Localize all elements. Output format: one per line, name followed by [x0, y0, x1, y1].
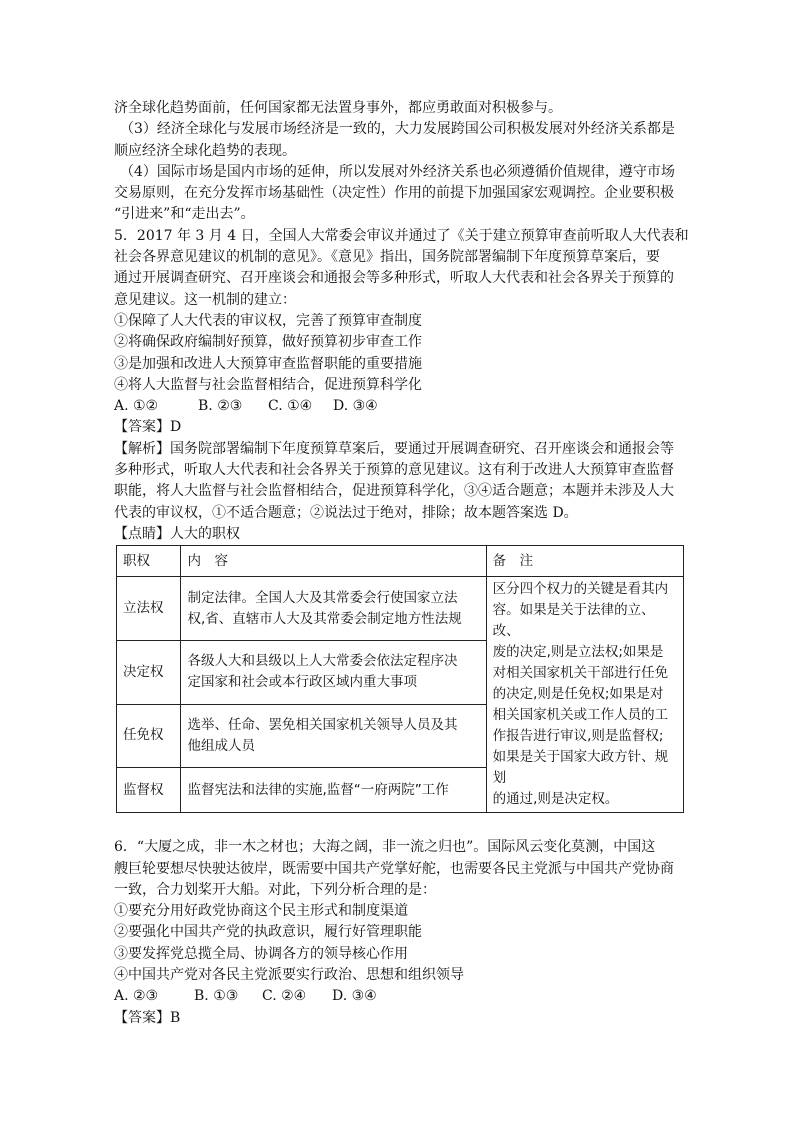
- question-stem-line: 社会各界意见建议的机制的意见》。《意见》指出，国务院部署编制下年度预算草案后，要: [114, 249, 660, 266]
- text-line: 顺应经济全球化趋势的表现。: [114, 142, 296, 159]
- column-header: 备 注: [486, 546, 683, 577]
- option-a: A. ②③: [114, 988, 159, 1005]
- statement-item: ③是加强和改进人大预算审查监督职能的重要措施: [114, 355, 422, 372]
- power-name: 监督权: [117, 768, 181, 813]
- note-line: 对相关国家机关干部进行任免: [492, 665, 669, 682]
- option-d: D. ③④: [332, 988, 377, 1005]
- answer-options: [114, 986, 684, 1007]
- option-d: D. ③④: [333, 398, 378, 415]
- table-header-row: [117, 546, 684, 577]
- analysis-line: 多种形式，听取人大代表和社会各界关于预算的意见建议。这有利于改进人大预算审查监督: [114, 462, 674, 479]
- powers-table: [116, 545, 684, 813]
- power-content: [181, 640, 486, 704]
- text-line: （4）国际市场是国内市场的延伸，所以发展对外经济关系也必须遵循价值规律，遵守市场: [120, 163, 675, 180]
- answer-line: 【答案】D: [114, 419, 182, 436]
- statement-item: ④将人大监督与社会监督相结合，促进预算科学化: [114, 376, 422, 393]
- power-content: [181, 704, 486, 768]
- content-line: 他组成人员: [187, 737, 255, 754]
- question-stem-line: 5．2017 年 3 月 4 日，全国人大常委会审议并通过了《关于建立预算审查前听取人大代表和: [114, 227, 689, 244]
- statement-item: ③要发挥党总揽全局、协调各方的领导核心作用: [114, 945, 408, 962]
- content-line: 制定法律。全国人大及其常委会行使国家立法: [187, 589, 458, 606]
- option-b: B. ①③: [194, 988, 239, 1005]
- question-stem-line: 艘巨轮要想尽快驶达彼岸，既需要中国共产党掌好舵，也需要各民主党派与中国共产党协商: [114, 860, 674, 877]
- note-line: 的通过,则是决定权。: [492, 791, 619, 808]
- content-line: 定国家和社会或本行政区域内重大事项: [187, 674, 417, 691]
- content-line: 各级人大和县级以上人大常委会依法定程序决: [187, 653, 458, 670]
- power-name: 立法权: [117, 577, 181, 641]
- note-line: 的决定,则是任免权;如果是对: [492, 686, 664, 703]
- content-line: 权,省、直辖市人大及其常委会制定地方性法规: [187, 610, 462, 627]
- statement-item: ②要强化中国共产党的执政意识，履行好管理职能: [114, 924, 422, 941]
- option-a: A. ①②: [114, 398, 159, 415]
- column-header: 职权: [117, 546, 181, 577]
- question-5: [114, 226, 689, 545]
- note-line: 相关国家机关或工作人员的工: [492, 707, 669, 724]
- question-stem-line: 一致，合力划桨开大船。对此，下列分析合理的是：: [114, 881, 436, 898]
- power-content: [181, 768, 486, 813]
- statement-item: ①要充分用好政党协商这个民主形式和制度渠道: [114, 903, 408, 920]
- power-content: [181, 577, 486, 641]
- power-name: 决定权: [117, 640, 181, 704]
- note-line: 废的决定,则是立法权;如果是: [492, 644, 664, 661]
- analysis-line: 【解析】国务院部署编制下年度预算草案后，要通过开展调查研究、召开座谈会和通报会等: [114, 440, 674, 457]
- question-stem-line: 通过开展调查研究、召开座谈会和通报会等多种形式，听取人大代表和社会各界关于预算的: [114, 270, 674, 287]
- analysis-line: 代表的审议权，①不适合题意；②说法过于绝对，排除；故本题答案选 D。: [114, 504, 578, 521]
- answer-options: [114, 396, 684, 417]
- content-line: 监督宪法和法律的实施,监督“一府两院”工作: [187, 781, 449, 798]
- content-line: 选举、任命、罢免相关国家机关领导人员及其: [187, 716, 458, 733]
- text-line: （3）经济全球化与发展市场经济是一致的，大力发展跨国公司积极发展对外经济关系都是: [120, 121, 675, 138]
- statement-item: ④中国共产党对各民主党派要实行政治、思想和组织领导: [114, 967, 464, 984]
- spacer: [114, 813, 684, 837]
- analysis-line: 职能，将人大监督与社会监督相结合，促进预算科学化，③④适合题意；本题并未涉及人大: [114, 483, 674, 500]
- answer-line: 【答案】B: [114, 1009, 181, 1026]
- option-b: B. ②③: [198, 398, 243, 415]
- statement-item: ①保障了人大代表的审议权，完善了预算审查制度: [114, 312, 422, 329]
- option-c: C. ①④: [268, 398, 313, 415]
- question-6: [114, 837, 684, 1029]
- power-name: 任免权: [117, 704, 181, 768]
- option-c: C. ②④: [262, 988, 307, 1005]
- tip-heading: 【点睛】人大的职权: [114, 525, 240, 542]
- note-line: 区分四个权力的关键是看其内: [492, 581, 669, 598]
- text-line: 济全球化趋势面前，任何国家都无法置身事外，都应勇敢面对积极参与。: [114, 100, 562, 116]
- text-line: “引进来”和“走出去”。: [114, 206, 255, 223]
- intro-paragraph: [114, 98, 684, 226]
- question-stem-line: 6．“大厦之成，非一木之材也；大海之阔，非一流之归也”。国际风云变化莫测，中国这: [114, 839, 656, 856]
- text-line: 交易原则，在充分发挥市场基础性（决定性）作用的前提下加强国家宏观调控。企业要积极: [114, 185, 674, 202]
- note-line: 容。如果是关于法律的立、改、: [492, 602, 655, 640]
- statement-item: ②将确保政府编制好预算，做好预算初步审查工作: [114, 334, 422, 351]
- question-stem-line: 意见建议。这一机制的建立：: [114, 291, 296, 308]
- column-header: 内 容: [181, 546, 486, 577]
- document-page: [114, 98, 689, 1029]
- table-row: [117, 577, 684, 641]
- note-line: 如果是关于国家大政方针、规划: [492, 749, 669, 787]
- note-line: 作报告进行审议,则是监督权;: [492, 728, 664, 745]
- note-cell: [486, 577, 683, 813]
